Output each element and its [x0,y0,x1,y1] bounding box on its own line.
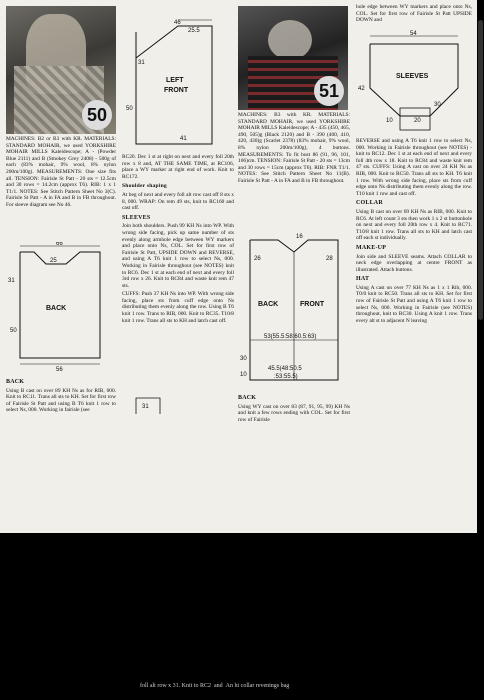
left-front-mid: 50 [126,106,133,112]
left-front-top2: 25.5 [188,28,200,34]
col4-reverse-text: REVERSE and using A T6 knit 1 row to select Ns, 000. Working in Fairisle throughout (see NOTES) - knit to RC12. Dec 1 st at each end of next and every foll 4th row x 18. Knit to RC84 and waste knit rem 47 sts. CUFFS: Using A cast on over 24 KH Ns as RIB, 000. Knit to RC50. Trans all sts to KH. T6 knit 1 row. With wrong side facing, place sts from cuff edge onto Ns distributing them evenly along the row. T10 knit 1 row and cast off. [356,138,472,197]
photo-model-50 [6,6,116,134]
photo-number-badge: 50 [82,100,112,130]
sleeves-heading: SLEEVES [122,214,151,221]
sleeves-diagram [356,28,472,136]
column-2 [122,154,234,326]
back-top-measure: 66 [56,242,63,247]
back-mid-measure: 50 [10,328,17,334]
left-front-bottom: 41 [180,136,187,142]
back-left-measure: 31 [8,278,15,284]
makeup-text: Join side and SLEEVE seams. Attach COLLAR to neck edge overlapping at centre FRONT as illustrated. Attach buttons. [356,253,472,273]
bf-mid: 53(55.5:58:60.5:63) [264,334,317,340]
bf-bottom-2: :53:55.5) [274,374,298,380]
column-4-top [356,4,472,26]
column-3 [238,112,350,187]
scrollbar-thumb[interactable] [478,20,483,320]
sleeves-side: 42 [358,86,365,92]
col4-top-text: hole edge between WY markers and place onto Ns, COL. Set for first row of Fairisle St Patt UPSIDE DOWN and [356,4,472,24]
column-1 [6,136,116,211]
back-front-diagram [238,230,350,392]
sleeves-b: 20 [414,118,421,124]
back-side-measure: 25 [50,258,57,264]
sleeves-top: 54 [410,31,417,37]
photo-number-badge: 51 [314,76,344,106]
back-label: BACK [46,305,67,312]
bottom-scan-strip: foll alt row x 31. Knit to RC2 and An ht collar revenings bag [140,683,290,689]
left-front-label-1: LEFT [166,77,184,84]
bf-bottom-1: 45.5(48:50.5 [268,366,302,372]
column-3-bottom [238,392,350,425]
column-4 [356,138,472,326]
bf-left: 26 [254,256,261,262]
collar-heading: COLLAR [356,200,383,207]
back-heading: BACK [6,379,25,385]
left-front-diagram [122,18,232,154]
bf-back-heading: BACK [238,395,257,401]
sleeves-label: SLEEVES [396,73,429,80]
bf-front-label: FRONT [300,301,325,308]
bf-back-text: Using WY cast on over 83 (87, 91, 95, 99) KH Ns and knit a few rows ending with COL. Set for first row of Fairisle [238,403,350,423]
pattern-50-intro: MACHINES: B2 or B3 with KR. MATERIALS: STANDARD MOHAIR, we used YORKSHIRE MOHAIR MILLS Kaleidescope; A - (Powder Blue 2111) and B (Smokey Grey 2408) - 500g of each (83% mohair, 9% wool, 8% nylon 200m/100g). MEASUREMENTS: One size fits all. TENSION: Fairisle St Patt - 20 sts = 12.5cm and 30 rows = 14.2cm (approx T6). RIB: 1 x 1 T1/1. NOTES: See Stitch Pattern Sheet No 3(C). Fairisle St Patt - A in FA and B in FB throughout. For sleeve diagram see No 46. [6,136,116,208]
bf-side: 30 [240,356,247,362]
bf-back-label: BACK [258,301,279,308]
hat-heading: HAT [356,276,370,283]
vertical-scrollbar[interactable] [477,0,484,700]
left-front-top: 46 [174,20,181,26]
sleeves-c: 10 [386,118,393,124]
sleeves-text: Join both shoulders. Push 99 KH Ns into WP. With wrong side facing, pick up same number of sts evenly along armhole edge between WY markers and place onto Ns, COL. Set for first row of Fairisle St Patt, UPSIDE DOWN and REVERSE, and using A T6 knit 1 row to select Ns, 000. Working in Fairisle throughout (see NOTES) knit to RC6. Dec 1 st at each end of next and every foll 3rd row x 26. Knit to RC84 and waste knit rem 47 sts. [122,223,234,289]
col2-intro: RC20. Dec 1 st at right on next and every foll 20th row x 8 and, AT THE SAME TIME, at RC106, place a WY marker at right end of work. Knit to RC172. [122,154,234,180]
sleeves-a: 30 [434,102,441,108]
bf-side2: 10 [240,372,247,378]
small-diagram-num: 31 [142,404,149,410]
left-front-label-2: FRONT [164,87,189,94]
shoulder-text: At beg of next and every foll alt row cast off 8 sts x 8, 000. WRAP: On rem 49 sts, knit to RC160 and cast off. [122,191,234,212]
shoulder-heading: Shoulder shaping [122,183,167,190]
hat-text: Using A cast on over 77 KH Ns as 1 x 1 Rib, 000. T0/0 knit to RC50. Trans all sts to KH. Set for first row of Fairisle St Patt and using A T6 knit 1 row to select Ns, 000. Working in Fairisle (see NOTES) throughout, knit to RC30. Using A knit 1 row. Trans every alt st to adjacent N leaving [356,284,472,324]
pattern-51-intro: MACHINES: B3 with KR. MATERIALS: STANDARD MOHAIR, we used YORKSHIRE MOHAIR MILLS Kaleidescope; A - 435 (450, 465, 490, 505)g (Black 2120) and B - 390 (400, 410, 420, 430)g (Scarlet 2378) (83% mohair, 9% wool, 8% nylon 200m/100g), 4 buttons. MEASUREMENTS: To fit bust 86 (91, 96, 101, 106)cm. TENSION: Fairisle St Patt - 20 sts = 13cm and 30 rows = 15cm (approx T6). RIB: FNR T1/1. NOTES: See Stitch Pattern Sheet No 11(B). Fairisle St Patt - A in FA and B in FB throughout. [238,112,350,184]
bf-right: 28 [326,256,333,262]
back-bottom-measure: 56 [56,367,63,372]
back-text: Using B cast on over 89 KH Ns as for RIB, 000. Knit to RC11. Trans all sts to KH. Set for first row of Fairisle St Patt and using B T6 knit 1 row to select Ns, 000. Working in fairisle (see [6,387,116,414]
small-diagram [134,396,164,416]
photo-model-51 [238,6,348,110]
makeup-heading: MAKE-UP [356,244,387,251]
column-1-bottom [6,376,116,416]
left-front-left: 31 [138,60,145,66]
cuffs-text: CUFFS: Push 37 KH Ns into WP. With wrong side facing, place sts from cuff edge onto Ns distributing them evenly along the row. Using B T6 knit 1 row. Trans to RIB, 000. Knit to RC35. T10/8 knit 1 row. Trans all sts to KH and latch cast off. [122,291,234,324]
collar-text: Using B cast on over 69 KH Ns as RIB, 000. Knit to RC6. At left count 3 sts then work 1 x 2 st buttonhole on next and every foll 20th row x 4. Knit to RC71. T10/8 knit 1 row. Trans all sts to KH and latch cast off each st individually. [356,208,472,242]
bf-top: 16 [296,234,303,240]
back-diagram [6,242,116,372]
